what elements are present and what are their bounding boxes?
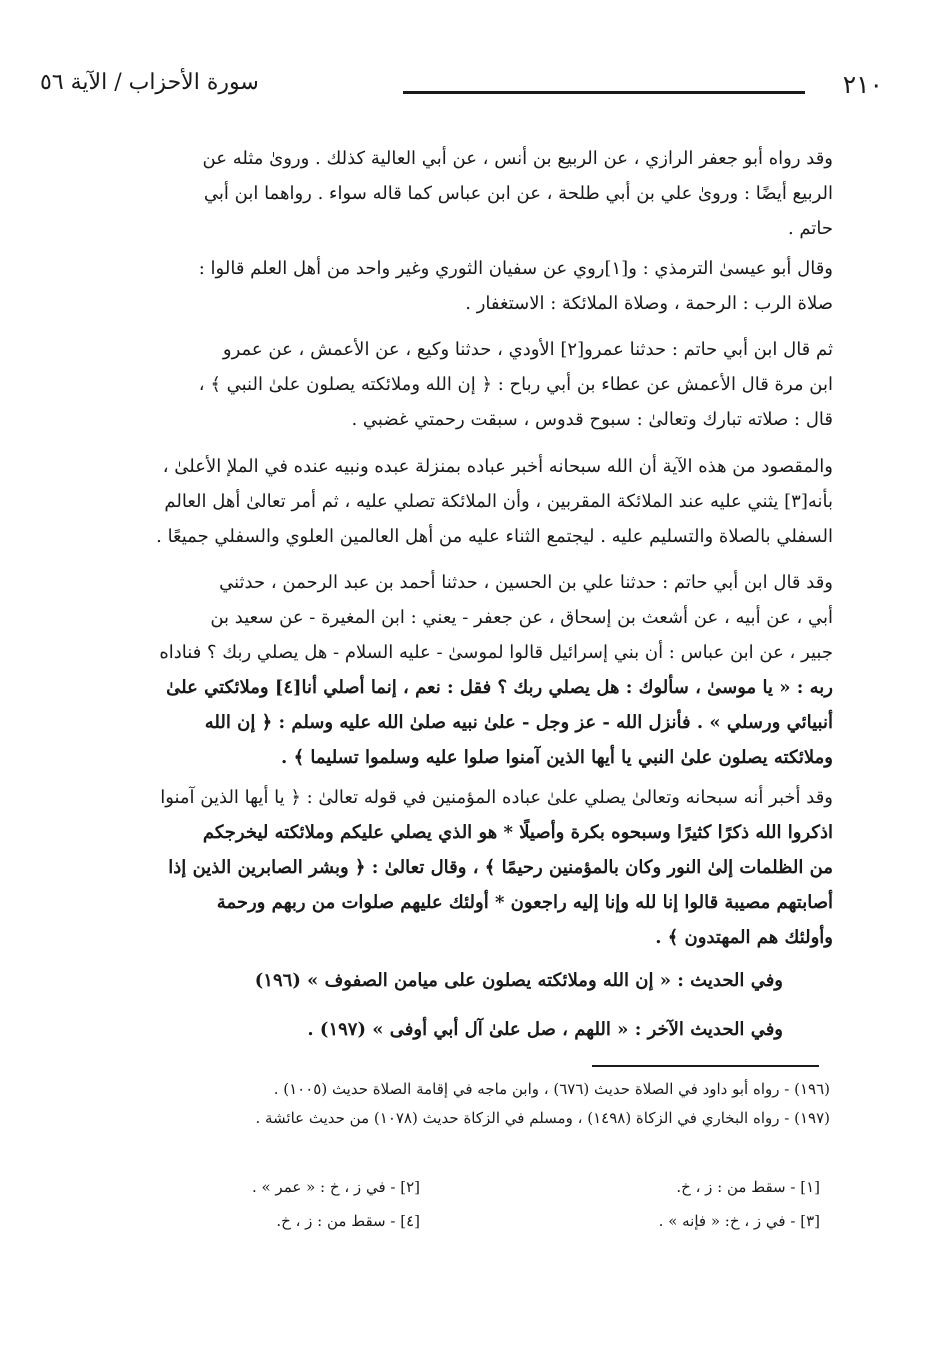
paragraph-2 [50, 251, 833, 321]
footnote-196: (١٩٦) - رواه أبو داود في الصلاة حديث (٦٧٦) ، وابن ماجه في إقامة الصلاة حديث (١٠٠٥) . [273, 1080, 830, 1098]
text-line: اذكروا الله ذكرًا كثيرًا وسبحوه بكرة وأصيلًا * هو الذي يصلي عليكم وملائكته ليخرجكم [202, 822, 833, 843]
paragraph-4 [50, 449, 833, 554]
text-line: ثم قال ابن أبي حاتم : حدثنا عمرو[٢] الأودي ، حدثنا وكيع ، عن الأعمش ، عن عمرو [222, 339, 833, 360]
text-line: وقال أبو عيسىٰ الترمذي : و[١]روي عن سفيان الثوري وغير واحد من أهل العلم قالوا : [198, 258, 833, 279]
text-line: وأولئك هم المهتدون ﴾ . [655, 927, 833, 948]
text-line: والمقصود من هذه الآية أن الله سبحانه أخبر عباده بمنزلة عبده ونبيه عنده في الملإ الأعلىٰ ، [162, 456, 833, 477]
text-line: أصابتهم مصيبة قالوا إنا لله وإنا إليه راجعون * أولئك عليهم صلوات من ربهم ورحمة [216, 892, 833, 913]
variant-note-3: [٣] - في ز ، خ: « فإنه » . [658, 1212, 820, 1230]
text-line: السفلي بالصلاة والتسليم عليه . ليجتمع الثناء عليه من أهل العالمين العلوي والسفلي جميعًا . [156, 526, 833, 547]
paragraph-6 [50, 780, 833, 955]
text-line: الربيع أيضًا : وروىٰ علي بن أبي طلحة ، عن ابن عباس كما قاله سواء . رواهما ابن أبي [203, 183, 833, 204]
footnote-197: (١٩٧) - رواه البخاري في الزكاة (١٤٩٨) ، ومسلم في الزكاة حديث (١٠٧٨) من حديث عائشة . [255, 1109, 830, 1127]
text-line: أنبيائي ورسلي » . فأنزل الله - عز وجل - علىٰ نبيه صلىٰ الله عليه وسلم : ﴿ إن الله [204, 712, 833, 733]
text-line: حاتم . [787, 218, 833, 239]
text-line: وملائكته يصلون علىٰ النبي يا أيها الذين آمنوا صلوا عليه وسلموا تسليما ﴾ . [281, 747, 833, 768]
text-line: أبي ، عن أبيه ، عن أشعث بن إسحاق ، عن جعفر - يعني : ابن المغيرة - عن سعيد بن [210, 607, 833, 628]
footnote-rule [592, 1065, 819, 1067]
hadith-text: وفي الحديث : « إن الله وملائكته يصلون على ميامن الصفوف » (١٩٦) [254, 970, 783, 991]
text-line: من الظلمات إلىٰ النور وكان بالمؤمنين رحيمًا ﴾ ، وقال تعالىٰ : ﴿ وبشر الصابرين الذين إذا [168, 857, 833, 878]
running-title: سورة الأحزاب / الآية ٥٦ [40, 70, 259, 95]
text-line: ربه : « يا موسىٰ ، سألوك : هل يصلي ربك ؟ فقل : نعم ، إنما أصلي أنا[٤] وملائكتي علىٰ [166, 677, 833, 698]
paragraph-3 [50, 332, 833, 437]
paragraph-5 [50, 565, 833, 775]
paragraph-1 [50, 141, 833, 246]
page-number: ٢١٠ [842, 70, 883, 99]
hadith-line-1 [50, 963, 783, 998]
variant-note-1: [١] - سقط من : ز ، خ. [676, 1178, 820, 1196]
variant-note-4: [٤] - سقط من : ز ، خ. [276, 1212, 420, 1230]
text-line: وقد رواه أبو جعفر الرازي ، عن الربيع بن أنس ، عن أبي العالية كذلك . وروىٰ مثله عن [202, 148, 833, 169]
variant-note-2: [٢] - في ز ، خ : « عمر » . [251, 1178, 420, 1196]
text-line: بأنه[٣] يثني عليه عند الملائكة المقربين ، وأن الملائكة تصلي عليه ، ثم أمر تعالىٰ أهل العالم [164, 491, 833, 512]
text-line: قال : صلاته تبارك وتعالىٰ : سبوح قدوس ، سبقت رحمتي غضبي . [351, 409, 833, 430]
hadith-line-2 [50, 1012, 783, 1047]
text-line: ابن مرة قال الأعمش عن عطاء بن أبي رباح : ﴿ إن الله وملائكته يصلون علىٰ النبي ﴾ ، [198, 374, 833, 395]
text-line: جبير ، عن ابن عباس : أن بني إسرائيل قالوا لموسىٰ - عليه السلام - هل يصلي ربك ؟ فناداه [159, 642, 833, 663]
hadith-text: وفي الحديث الآخر : « اللهم ، صل علىٰ آل أبي أوفى » (١٩٧) . [307, 1019, 783, 1040]
text-line: وقد أخبر أنه سبحانه وتعالىٰ يصلي علىٰ عباده المؤمنين في قوله تعالىٰ : ﴿ يا أيها الذين آمنوا [160, 787, 833, 808]
footnotes [50, 1075, 830, 1133]
text-line: وقد قال ابن أبي حاتم : حدثنا علي بن الحسين ، حدثنا أحمد بن عبد الرحمن ، حدثني [219, 572, 833, 593]
page-header [40, 62, 883, 106]
text-line: صلاة الرب : الرحمة ، وصلاة الملائكة : الاستغفار . [465, 293, 833, 314]
